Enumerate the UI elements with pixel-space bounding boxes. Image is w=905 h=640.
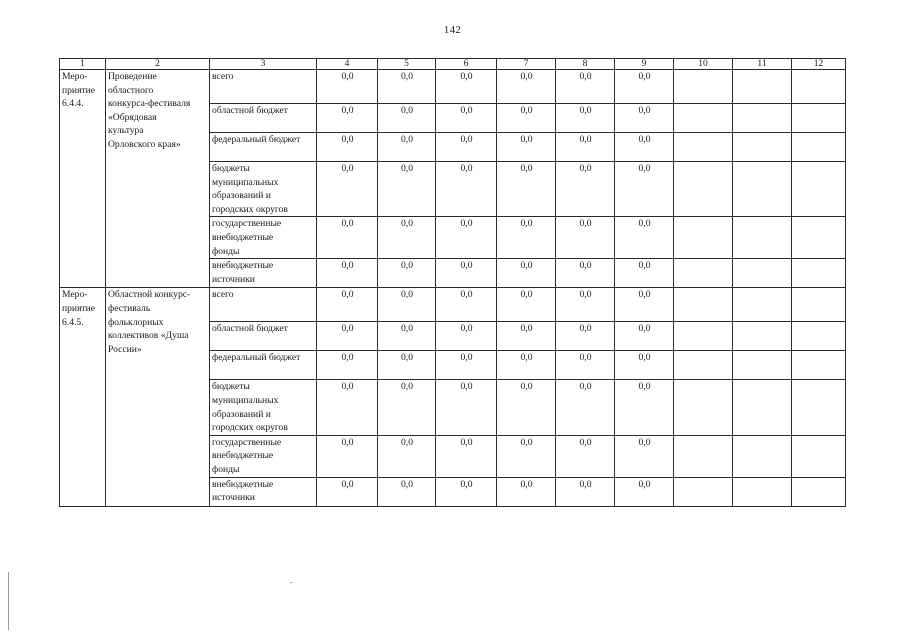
value-cell: 0,0 xyxy=(317,133,378,162)
table-row xyxy=(60,70,846,104)
value-cell: 0,0 xyxy=(556,351,615,380)
value-cell: 0,0 xyxy=(378,477,436,506)
value-cell: 0,0 xyxy=(497,477,556,506)
value-cell: 0,0 xyxy=(497,104,556,133)
value-cell: 0,0 xyxy=(436,162,497,217)
empty-cell xyxy=(792,435,846,477)
value-cell: 0,0 xyxy=(378,217,436,259)
empty-cell xyxy=(674,351,733,380)
value-cell: 0,0 xyxy=(378,351,436,380)
value-cell: 0,0 xyxy=(317,217,378,259)
empty-cell xyxy=(674,435,733,477)
value-cell: 0,0 xyxy=(497,259,556,288)
value-cell: 0,0 xyxy=(317,104,378,133)
value-cell: 0,0 xyxy=(497,133,556,162)
value-cell: 0,0 xyxy=(317,380,378,435)
value-cell: 0,0 xyxy=(556,322,615,351)
funding-source-cell: областной бюджет xyxy=(210,104,317,133)
funding-source-cell: бюджеты муниципальных образований и городских округов xyxy=(210,380,317,435)
empty-cell xyxy=(674,288,733,322)
value-cell: 0,0 xyxy=(615,322,674,351)
header-row xyxy=(60,59,846,70)
value-cell: 0,0 xyxy=(556,70,615,104)
value-cell: 0,0 xyxy=(497,351,556,380)
value-cell: 0,0 xyxy=(378,162,436,217)
value-cell: 0,0 xyxy=(615,133,674,162)
value-cell: 0,0 xyxy=(378,322,436,351)
page-number: 142 xyxy=(443,24,462,36)
empty-cell xyxy=(792,477,846,506)
value-cell: 0,0 xyxy=(378,259,436,288)
empty-cell xyxy=(792,288,846,322)
value-cell: 0,0 xyxy=(317,259,378,288)
column-header-11: 11 xyxy=(733,59,792,70)
value-cell: 0,0 xyxy=(615,288,674,322)
value-cell: 0,0 xyxy=(378,70,436,104)
value-cell: 0,0 xyxy=(378,380,436,435)
value-cell: 0,0 xyxy=(497,70,556,104)
value-cell: 0,0 xyxy=(556,217,615,259)
empty-cell xyxy=(674,162,733,217)
value-cell: 0,0 xyxy=(317,477,378,506)
value-cell: 0,0 xyxy=(436,104,497,133)
value-cell: 0,0 xyxy=(556,477,615,506)
value-cell: 0,0 xyxy=(615,477,674,506)
funding-source-cell: федеральный бюджет xyxy=(210,351,317,380)
value-cell: 0,0 xyxy=(436,477,497,506)
value-cell: 0,0 xyxy=(378,288,436,322)
column-header-2: 2 xyxy=(106,59,210,70)
empty-cell xyxy=(733,133,792,162)
measure-title-cell: Областной конкурс- фестиваль фольклорных коллективов «Душа России» xyxy=(106,288,210,506)
empty-cell xyxy=(792,133,846,162)
empty-cell xyxy=(733,288,792,322)
value-cell: 0,0 xyxy=(317,162,378,217)
empty-cell xyxy=(792,351,846,380)
funding-source-cell: областной бюджет xyxy=(210,322,317,351)
empty-cell xyxy=(792,259,846,288)
scan-mark xyxy=(290,582,292,583)
column-header-8: 8 xyxy=(556,59,615,70)
value-cell: 0,0 xyxy=(556,133,615,162)
value-cell: 0,0 xyxy=(436,288,497,322)
empty-cell xyxy=(674,70,733,104)
value-cell: 0,0 xyxy=(497,322,556,351)
funding-source-cell: внебюджетные источники xyxy=(210,259,317,288)
value-cell: 0,0 xyxy=(317,435,378,477)
value-cell: 0,0 xyxy=(556,435,615,477)
value-cell: 0,0 xyxy=(317,322,378,351)
value-cell: 0,0 xyxy=(615,351,674,380)
value-cell: 0,0 xyxy=(615,104,674,133)
value-cell: 0,0 xyxy=(556,288,615,322)
empty-cell xyxy=(674,104,733,133)
empty-cell xyxy=(733,477,792,506)
measure-id-cell: Меро- приятие 6.4.4. xyxy=(60,70,106,288)
value-cell: 0,0 xyxy=(378,104,436,133)
value-cell: 0,0 xyxy=(615,259,674,288)
column-header-12: 12 xyxy=(792,59,846,70)
empty-cell xyxy=(674,322,733,351)
value-cell: 0,0 xyxy=(436,380,497,435)
value-cell: 0,0 xyxy=(436,217,497,259)
column-header-3: 3 xyxy=(210,59,317,70)
funding-source-cell: федеральный бюджет xyxy=(210,133,317,162)
empty-cell xyxy=(792,380,846,435)
measure-title-cell: Проведение областного конкурса-фестиваля «Обрядовая культура Орловского края» xyxy=(106,70,210,288)
measure-id-cell: Меро- приятие 6.4.5. xyxy=(60,288,106,506)
value-cell: 0,0 xyxy=(436,322,497,351)
value-cell: 0,0 xyxy=(497,217,556,259)
empty-cell xyxy=(733,435,792,477)
empty-cell xyxy=(674,477,733,506)
value-cell: 0,0 xyxy=(436,351,497,380)
value-cell: 0,0 xyxy=(497,435,556,477)
value-cell: 0,0 xyxy=(615,380,674,435)
value-cell: 0,0 xyxy=(615,70,674,104)
table-row xyxy=(60,288,846,322)
empty-cell xyxy=(733,70,792,104)
column-header-5: 5 xyxy=(378,59,436,70)
value-cell: 0,0 xyxy=(497,380,556,435)
value-cell: 0,0 xyxy=(378,133,436,162)
empty-cell xyxy=(674,217,733,259)
empty-cell xyxy=(792,104,846,133)
empty-cell xyxy=(792,162,846,217)
empty-cell xyxy=(733,380,792,435)
value-cell: 0,0 xyxy=(556,380,615,435)
value-cell: 0,0 xyxy=(436,259,497,288)
column-header-1: 1 xyxy=(60,59,106,70)
empty-cell xyxy=(733,162,792,217)
empty-cell xyxy=(674,380,733,435)
value-cell: 0,0 xyxy=(317,351,378,380)
funding-source-cell: бюджеты муниципальных образований и городских округов xyxy=(210,162,317,217)
empty-cell xyxy=(674,133,733,162)
value-cell: 0,0 xyxy=(378,435,436,477)
empty-cell xyxy=(674,259,733,288)
value-cell: 0,0 xyxy=(556,162,615,217)
empty-cell xyxy=(733,217,792,259)
table-header xyxy=(60,59,846,70)
empty-cell xyxy=(792,217,846,259)
value-cell: 0,0 xyxy=(615,217,674,259)
funding-source-cell: внебюджетные источники xyxy=(210,477,317,506)
value-cell: 0,0 xyxy=(436,435,497,477)
empty-cell xyxy=(733,104,792,133)
scan-mark xyxy=(8,572,9,630)
empty-cell xyxy=(733,259,792,288)
value-cell: 0,0 xyxy=(317,288,378,322)
table-body xyxy=(60,70,846,507)
column-header-9: 9 xyxy=(615,59,674,70)
budget-table xyxy=(59,58,846,507)
empty-cell xyxy=(792,70,846,104)
empty-cell xyxy=(792,322,846,351)
empty-cell xyxy=(733,322,792,351)
funding-source-cell: всего xyxy=(210,288,317,322)
value-cell: 0,0 xyxy=(556,259,615,288)
funding-source-cell: всего xyxy=(210,70,317,104)
value-cell: 0,0 xyxy=(615,435,674,477)
value-cell: 0,0 xyxy=(497,288,556,322)
value-cell: 0,0 xyxy=(556,104,615,133)
value-cell: 0,0 xyxy=(436,70,497,104)
column-header-10: 10 xyxy=(674,59,733,70)
value-cell: 0,0 xyxy=(436,133,497,162)
value-cell: 0,0 xyxy=(317,70,378,104)
empty-cell xyxy=(733,351,792,380)
column-header-4: 4 xyxy=(317,59,378,70)
funding-source-cell: государственные внебюджетные фонды xyxy=(210,435,317,477)
column-header-7: 7 xyxy=(497,59,556,70)
value-cell: 0,0 xyxy=(497,162,556,217)
column-header-6: 6 xyxy=(436,59,497,70)
funding-source-cell: государственные внебюджетные фонды xyxy=(210,217,317,259)
value-cell: 0,0 xyxy=(615,162,674,217)
